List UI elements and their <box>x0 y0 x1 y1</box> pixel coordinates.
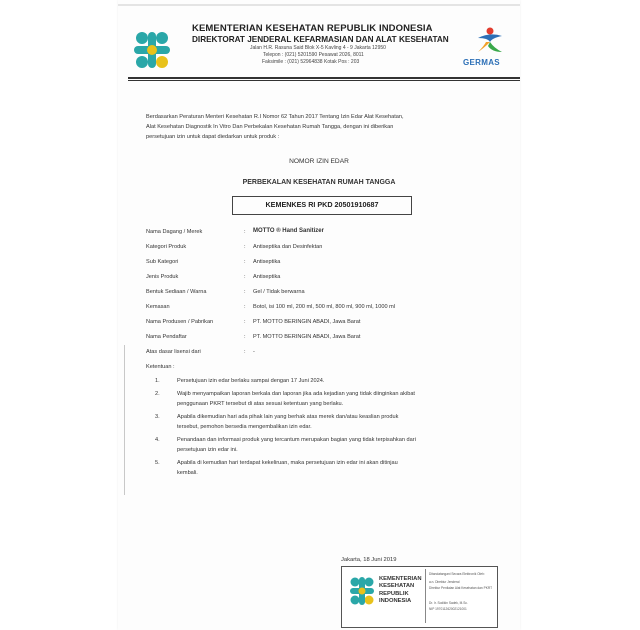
fold-line <box>124 345 125 495</box>
sig-small-line: Ditandatangani Secara Elektronik Oleh: <box>429 572 485 576</box>
ministry-logo-icon <box>128 26 176 74</box>
phone-line: Telepon : (021) 5201590 Pesawat 2026, 8011 <box>263 52 364 58</box>
nomor-izin-label: NOMOR IZIN EDAR <box>289 158 349 165</box>
field-value: Antiseptika <box>253 259 281 265</box>
field-label: Nama Dagang / Merek <box>146 229 203 235</box>
field-colon: : <box>244 289 246 295</box>
field-value: Antiseptika dan Desinfektan <box>253 244 323 250</box>
ketentuan-number: 3. <box>155 414 160 420</box>
ketentuan-number: 1. <box>155 378 160 384</box>
ketentuan-number: 4. <box>155 437 160 443</box>
field-colon: : <box>244 244 246 250</box>
document-page <box>118 0 520 630</box>
fax-line: Faksimile : (021) 52964838 Kotak Pos : 203 <box>262 59 360 65</box>
header-divider <box>128 77 520 79</box>
field-label: Kemasan <box>146 304 170 310</box>
field-colon: : <box>244 259 246 265</box>
ketentuan-text: Wajib menyampaikan laporan berkala dan laporan jika ada kejadian yang tidak diinginkan akibat <box>177 391 415 397</box>
ministry-title: KEMENTERIAN KESEHATAN REPUBLIK INDONESIA <box>192 23 433 34</box>
sig-small-line: a.n. Direktur Jenderal <box>429 580 460 584</box>
sig-small-line: NIP 197011262002121001 <box>429 607 467 611</box>
registration-number: KEMENKES RI PKD 20501910687 <box>265 200 379 209</box>
ketentuan-text: kembali. <box>177 470 198 476</box>
ketentuan-text: persetujuan izin edar ini. <box>177 447 238 453</box>
category-heading: PERBEKALAN KESEHATAN RUMAH TANGGA <box>242 179 396 186</box>
sig-small-line: Direktur Penilaian Alat Kesehatan dan PKRT <box>429 586 493 590</box>
field-value: Antiseptika <box>253 274 281 280</box>
field-label: Atas dasar lisensi dari <box>146 349 201 355</box>
sig-ministry-line: KESEHATAN <box>379 583 415 590</box>
header-divider-thin <box>128 80 520 81</box>
field-label: Bentuk Sediaan / Warna <box>146 289 207 295</box>
sig-small-line: Dr. Ir. Sodikin Sadek, M.Sc. <box>429 601 468 605</box>
ketentuan-text: tersebut, pemohon bersedia mengembalikan izin edar. <box>177 424 312 430</box>
field-colon: : <box>244 274 246 280</box>
place-date: Jakarta, 18 Juni 2019 <box>341 557 397 563</box>
field-colon: : <box>244 334 246 340</box>
field-label: Sub Kategori <box>146 259 179 265</box>
germas-logo-icon <box>472 26 508 56</box>
ketentuan-number: 2. <box>155 391 160 397</box>
intro-line-2: Alat Kesehatan Diagnostik In Vitro Dan Perbekalan Kesehatan Rumah Tangga, dengan ini diberikan <box>146 124 394 130</box>
germas-label: GERMAS <box>463 58 500 67</box>
address-line: Jalan H.R. Rasuna Said Blok X-5 Kavling 4 - 9 Jakarta 12950 <box>250 45 386 51</box>
ketentuan-number: 5. <box>155 460 160 466</box>
directorate-title: DIREKTORAT JENDERAL KEFARMASIAN DAN ALAT KESEHATAN <box>192 35 449 44</box>
ketentuan-text: penggunaan PKRT tersebut di atas sesuai ketentuan yang berlaku. <box>177 401 344 407</box>
field-colon: : <box>244 319 246 325</box>
field-label: Nama Produsen / Pabrikan <box>146 319 214 325</box>
signature-ministry <box>379 576 422 605</box>
field-value: PT. MOTTO BERINGIN ABADI, Jawa Barat <box>253 334 361 340</box>
ministry-seal-icon <box>345 572 379 612</box>
top-edge <box>118 4 520 6</box>
field-value: PT. MOTTO BERINGIN ABADI, Jawa Barat <box>253 319 361 325</box>
sig-ministry-line: REPUBLIK <box>379 590 409 597</box>
signature-divider <box>425 569 426 623</box>
sig-ministry-line: INDONESIA <box>379 597 412 604</box>
field-value: - <box>253 349 255 355</box>
field-label: Jenis Produk <box>146 274 179 280</box>
field-value: Botol, isi 100 ml, 200 ml, 500 ml, 800 ml, 900 ml, 1000 ml <box>253 304 396 310</box>
field-colon: : <box>244 349 246 355</box>
ketentuan-text: Persetujuan izin edar berlaku sampai dengan 17 Juni 2024. <box>177 378 325 384</box>
ketentuan-label: Ketentuan : <box>146 364 175 370</box>
field-colon: : <box>244 304 246 310</box>
ketentuan-text: Apabila di kemudian hari terdapat kekeliruan, maka persetujuan izin edar ini akan ditinjau <box>177 460 398 466</box>
field-label: Nama Pendaftar <box>146 334 187 340</box>
field-value-brand: MOTTO ® Hand Sanitizer <box>253 228 324 234</box>
intro-line-3: persetujuan izin untuk dapat diedarkan untuk produk : <box>146 134 280 140</box>
field-colon: : <box>244 229 246 235</box>
field-label: Kategori Produk <box>146 244 187 250</box>
ketentuan-text: Apabila dikemudian hari ada pihak lain yang berhak atas merek dan/atau keaslian produk <box>177 414 399 420</box>
field-value: Gel / Tidak berwarna <box>253 289 305 295</box>
sig-ministry-line: KEMENTERIAN <box>379 576 422 582</box>
ketentuan-text: Penandaan dan informasi produk yang tercantum merupakan bagian yang tidak terpisahkan dari <box>177 437 416 443</box>
intro-line-1: Berdasarkan Peraturan Menteri Kesehatan R.I Nomor 62 Tahun 2017 Tentang Izin Edar Alat Kesehatan, <box>146 114 404 120</box>
